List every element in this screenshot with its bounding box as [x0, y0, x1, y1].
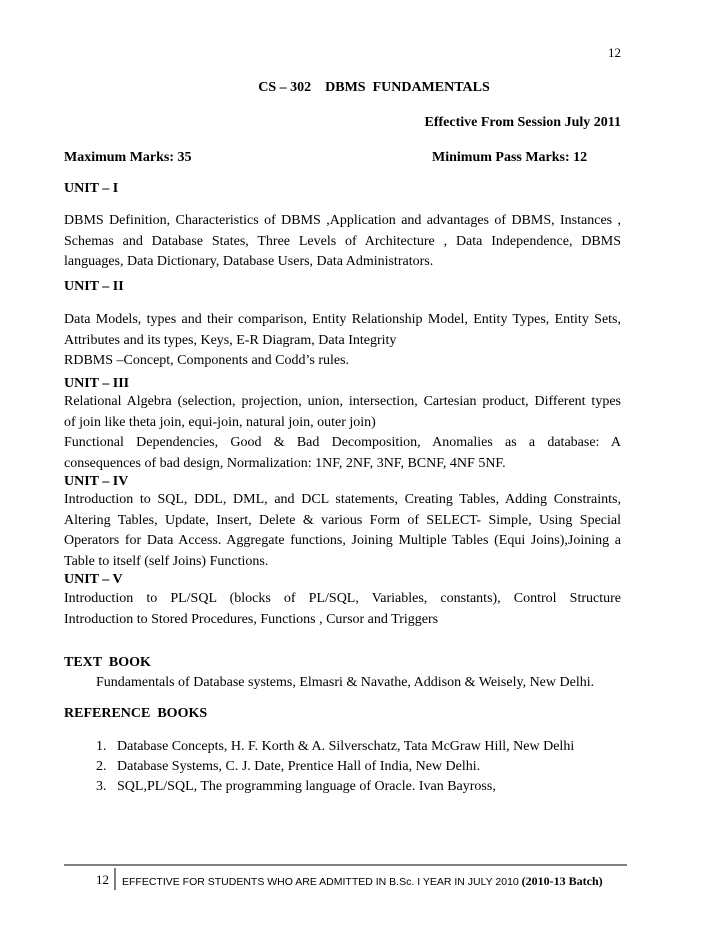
reference-book-text: Database Concepts, H. F. Korth & A. Silverschatz, Tata McGraw Hill, New Delhi [117, 739, 575, 754]
effective-session: Effective From Session July 2011 [424, 115, 621, 130]
text-book-entry: Fundamentals of Database systems, Elmasri & Navathe, Addison & Weisely, New Delhi. [96, 675, 595, 690]
page-number: 12 [608, 45, 621, 60]
unit-4-content [64, 490, 621, 572]
unit-3-line: consequences of bad design, Normalization: 1NF, 2NF, 3NF, BCNF, 4NF 5NF. [64, 455, 506, 471]
list-number: 1. [96, 739, 107, 754]
unit-5-line: Introduction to PL/SQL (blocks of PL/SQL, Variables, constants), Control Structure [64, 591, 621, 606]
footer-text [122, 874, 603, 889]
minimum-pass-marks: Minimum Pass Marks: 12 [432, 150, 588, 165]
reference-book-item [96, 777, 574, 797]
footer-divider [64, 864, 627, 866]
unit-2-line: RDBMS –Concept, Components and Codd’s rules. [64, 353, 350, 368]
unit-1-line: languages, Data Dictionary, Database Users, Data Administrators. [64, 254, 434, 269]
unit-3-heading: UNIT – III [64, 376, 130, 391]
unit-4-line: Altering Tables, Update, Insert, Delete & various Form of SELECT- Simple, Using Special [64, 512, 621, 528]
footer-page-number: 12 [96, 872, 109, 887]
reference-books-heading: REFERENCE BOOKS [64, 706, 208, 721]
unit-3-line: Relational Algebra (selection, projection, union, intersection, Cartesian product, Different types [64, 394, 621, 409]
unit-1-heading: UNIT – I [64, 181, 119, 196]
footer-separator [114, 868, 116, 890]
footer-eligibility: EFFECTIVE FOR STUDENTS WHO ARE ADMITTED IN B.Sc. I YEAR IN JULY 2010 [122, 876, 522, 888]
unit-2-heading: UNIT – II [64, 279, 124, 294]
unit-1-content [64, 211, 621, 273]
unit-1-line: Schemas and Database States, Three Levels of Architecture , Data Independence, DBMS [64, 233, 621, 249]
unit-4-line: Introduction to SQL, DDL, DML, and DCL statements, Creating Tables, Adding Constraints, [64, 492, 621, 507]
unit-4-heading: UNIT – IV [64, 474, 129, 489]
unit-2-content [64, 310, 621, 372]
unit-2-line: Data Models, types and their comparison, Entity Relationship Model, Entity Types, Entity Sets, [64, 312, 621, 327]
unit-2-line: Attributes and its types, Keys, E-R Diagram, Data Integrity [64, 332, 397, 348]
reference-book-text: Database Systems, C. J. Date, Prentice Hall of India, New Delhi. [117, 759, 481, 774]
reference-books-list [96, 737, 574, 797]
unit-5-heading: UNIT – V [64, 572, 123, 587]
reference-book-item [96, 757, 574, 777]
footer-batch: (2010-13 Batch) [521, 874, 603, 888]
reference-book-item [96, 737, 574, 757]
unit-3-line: Functional Dependencies, Good & Bad Decomposition, Anomalies as a database: A [64, 435, 621, 450]
reference-book-text: SQL,PL/SQL, The programming language of Oracle. Ivan Bayross, [117, 779, 496, 794]
unit-5-content [64, 589, 621, 630]
text-book-heading: TEXT BOOK [64, 655, 151, 670]
maximum-marks: Maximum Marks: 35 [64, 150, 192, 165]
unit-1-line: DBMS Definition, Characteristics of DBMS ,Application and advantages of DBMS, Instances , [64, 213, 621, 228]
unit-4-line: Table to itself (self Joins) Functions. [64, 553, 269, 569]
unit-3-content [64, 392, 621, 474]
unit-4-line: Operators for Data Access. Aggregate functions, Joining Multiple Tables (Equi Joins),Joining a [64, 533, 621, 548]
list-number: 3. [96, 779, 107, 794]
unit-3-line: of join like theta join, equi-join, natural join, outer join) [64, 414, 376, 430]
course-title: CS – 302 DBMS FUNDAMENTALS [258, 80, 490, 95]
list-number: 2. [96, 759, 107, 774]
unit-5-line: Introduction to Stored Procedures, Functions , Cursor and Triggers [64, 611, 439, 627]
